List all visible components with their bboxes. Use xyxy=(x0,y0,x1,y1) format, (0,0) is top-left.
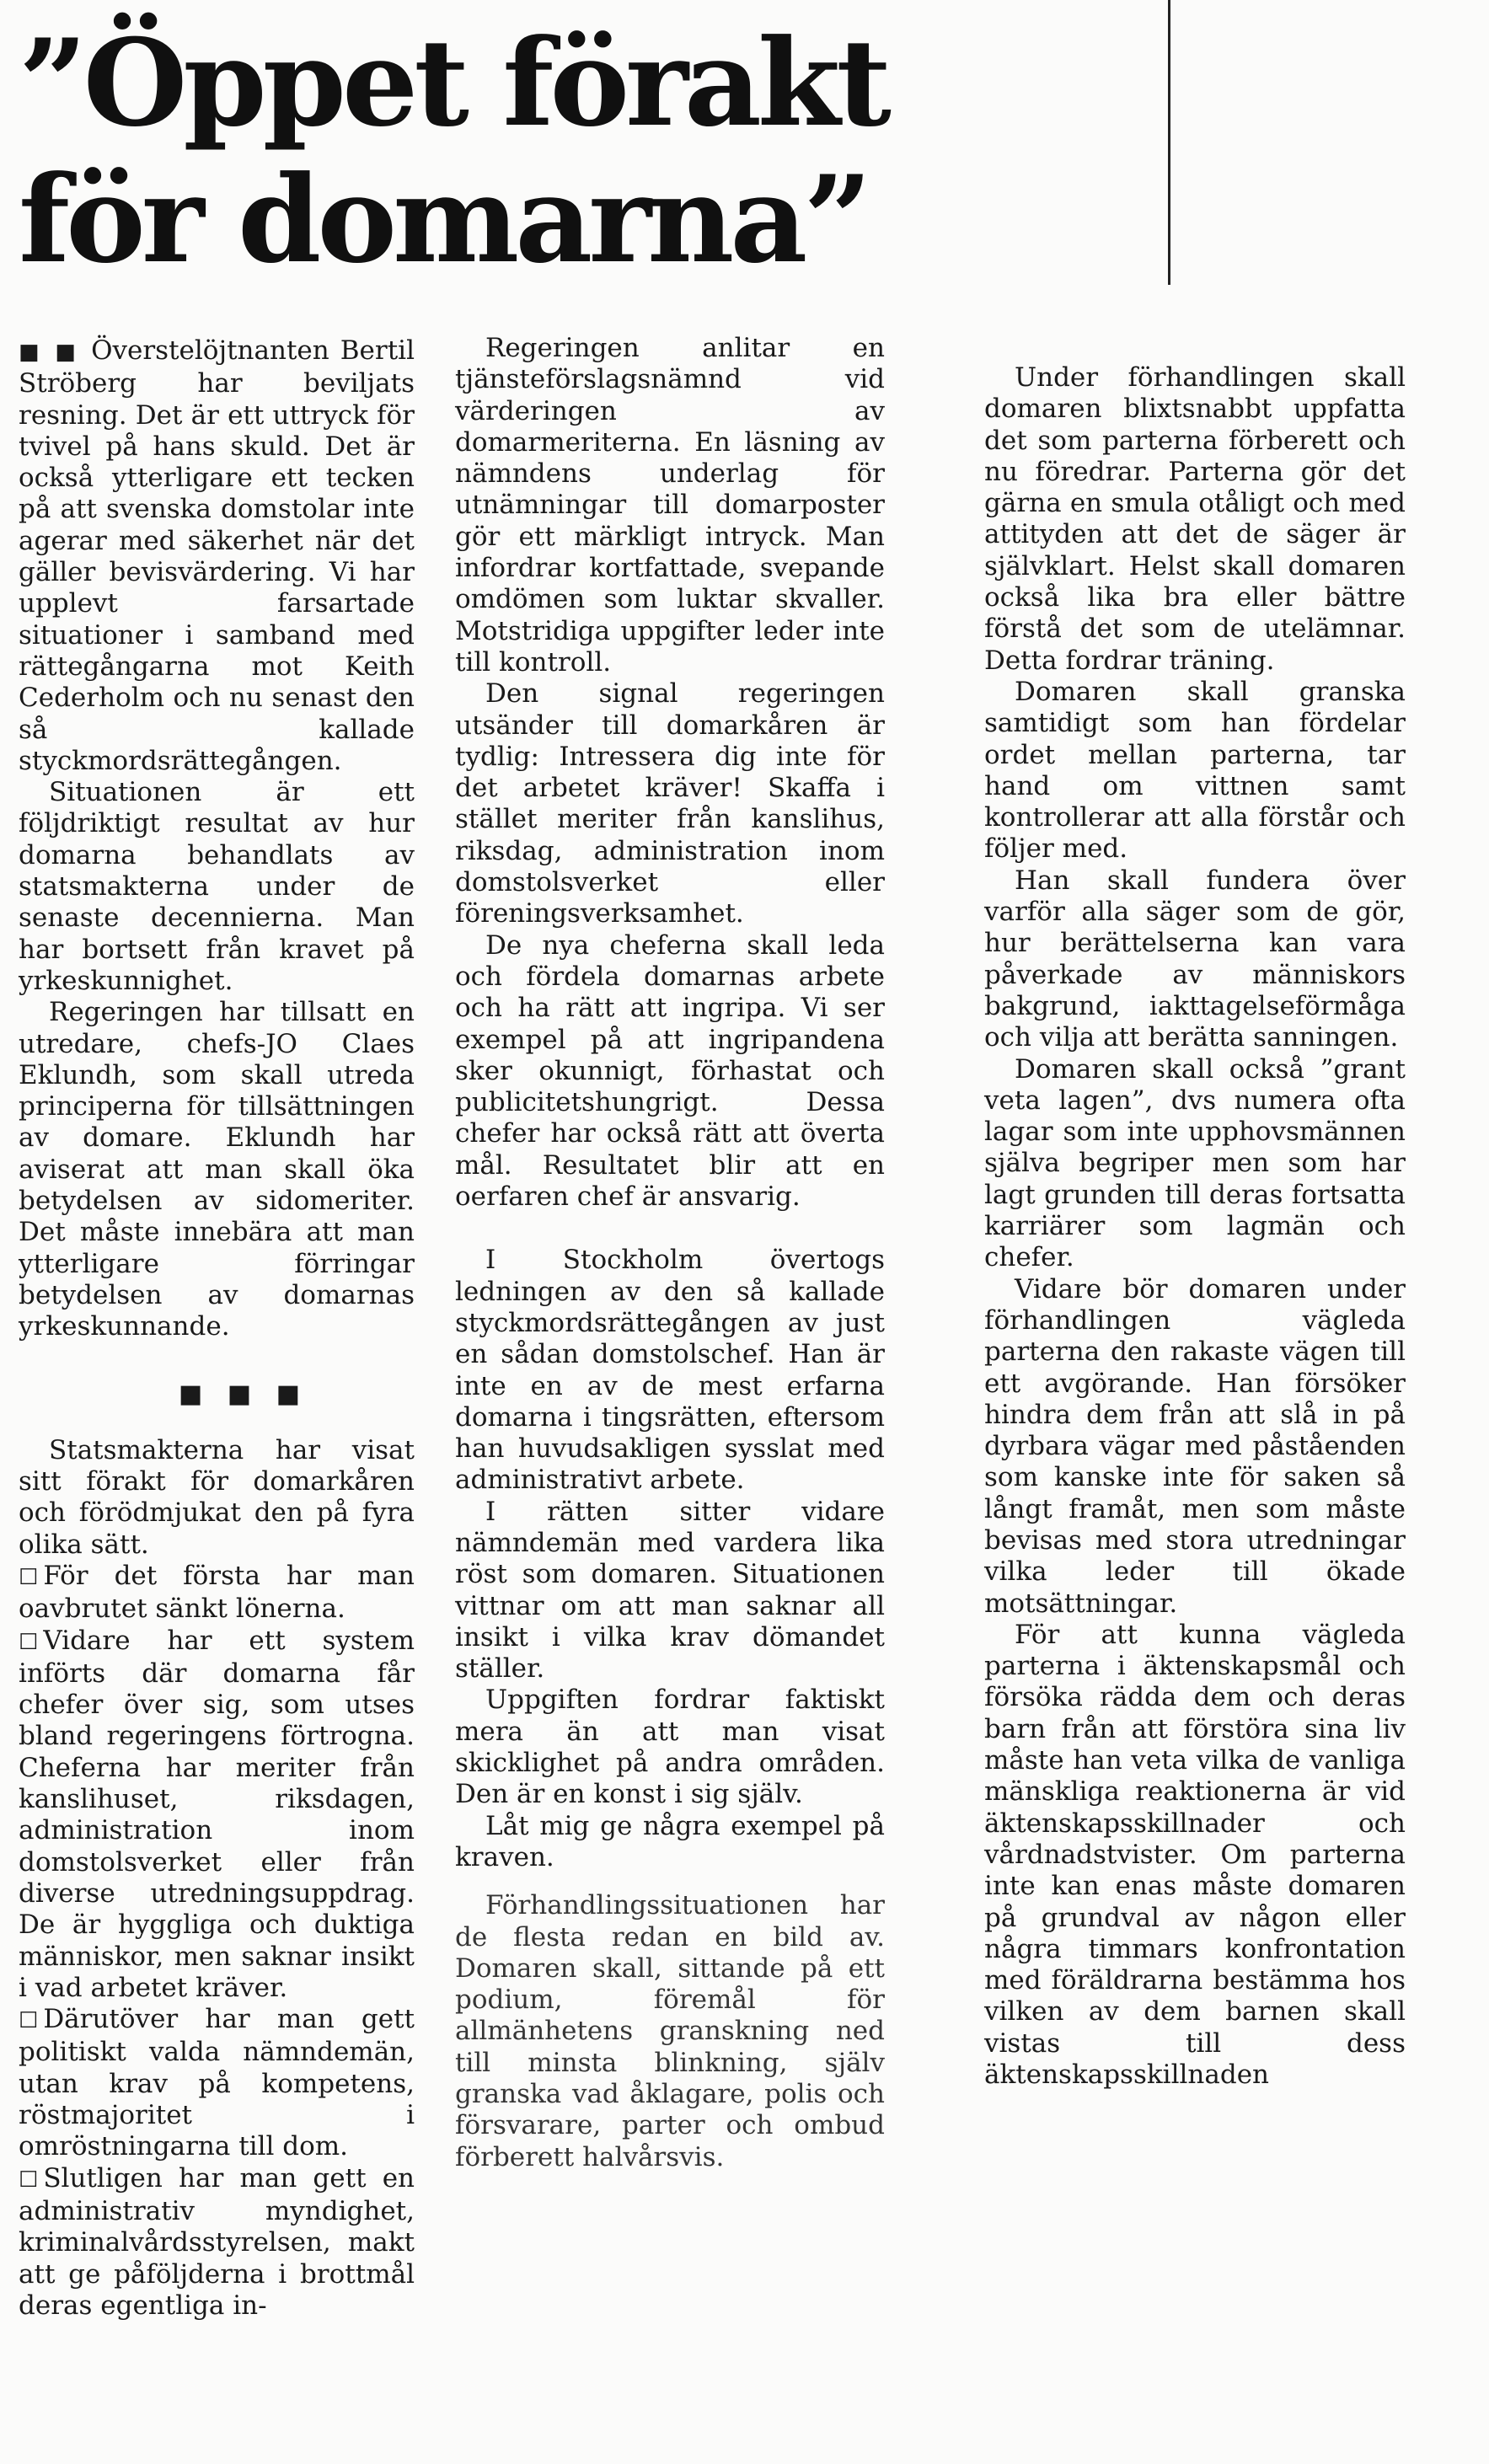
list-item xyxy=(19,1626,415,2005)
checkbox-bullet-icon: ☐ xyxy=(19,1629,39,1655)
paragraph: För att kunna vägleda parterna i äktenskapsmål och försöka rädda dem och deras barn från att förstöra sina liv måste han veta vilka de vanliga mänskliga reaktionerna är vid äktenskapsskillnader och vårdnadstvister. Om parterna inte kan enas måste domaren på grundval av någon eller några timmars konfrontation med föräldrarna bestämma hos vilken av dem barnen skall vistas till dess äktenskapsskillnaden xyxy=(984,1619,1406,2091)
paragraph: Låt mig ge några exempel på kraven. xyxy=(455,1810,885,1872)
checkbox-bullet-icon: ☐ xyxy=(19,2167,39,2193)
section-gap xyxy=(455,1873,885,1890)
list-item-text: Därutöver har man gett politiskt valda nämndemän, utan krav på kompetens, röstmajoritet i omröstningarna till dom. xyxy=(19,2004,415,2162)
paragraph: Vidare bör domaren under förhandlingen vägleda parterna den rakaste vägen till ett avgörande. Han försöker hindra dem från att slå in på dyrbara vägar med påståenden som kanske inte för saken så långt framåt, men som måste bevisas med stora utredningar vilka leder till ökade motsättningar. xyxy=(984,1273,1406,1619)
article-column-1 xyxy=(19,335,415,2322)
paragraph: Regeringen anlitar en tjänsteförslagsnämnd vid värderingen av domarmeriterna. En läsning av nämndens underlag för utnämningar till domarposter gör ett märkligt intryck. Man infordrar kortfattade, svepande omdömen som luktar skvaller. Motstridiga uppgifter leder inte till kontroll. xyxy=(455,333,885,678)
paragraph: Statsmakterna har visat sitt förakt för domarkåren och förödmjukat den på fyra olika sätt. xyxy=(19,1434,415,1560)
headline-line-2: för domarna” xyxy=(19,150,869,290)
headline-line-1: ”Öppet förakt xyxy=(19,13,887,153)
paragraph: Han skall fundera över varför alla säger som de gör, hur berättelserna kan vara påverkade av människors bakgrund, iakttagelseförmåga och vilja att berätta sanningen. xyxy=(984,865,1406,1053)
list-item xyxy=(19,1561,415,1626)
paragraph: Förhandlingssituationen har de flesta redan en bild av. Domaren skall, sittande på ett podium, föremål för allmänhetens granskning ned till minsta blinkning, själv granska vad åklagare, polis och försvarare, parter och ombud förberett halvårsvis. xyxy=(455,1890,885,2172)
paragraph: Regeringen har tillsatt en utredare, chefs-JO Claes Eklundh, som skall utreda principerna för tillsättningen av domare. Eklundh har aviserat att man skall öka betydelsen av sidomeriter. Det måste innebära att man ytterligare förringar betydelsen av domarnas yrkeskunnande. xyxy=(19,997,415,1342)
checkbox-bullet-icon: ☐ xyxy=(19,1564,39,1590)
headline xyxy=(19,15,1156,288)
list-item xyxy=(19,2163,415,2322)
paragraph: Överstelöjtnanten Bertil Ströberg har beviljats resning. Det är ett uttryck för tvivel på hans skuld. Det är också ytterligare ett tecken på att svenska domstolar inte agerar med säkerhet när det gäller bevisvärdering. Vi har upplevt farsartade situationer i samband med rättegångarna mot Keith Cederholm och nu senast den så kallade styckmordsrättegången. xyxy=(19,335,415,776)
paragraph: Den signal regeringen utsänder till domarkåren är tydlig: Intressera dig inte för det arbetet kräver! Skaffa i stället meriter från kanslihus, riksdag, administration inom domstolsverket eller föreningsverksamhet. xyxy=(455,678,885,929)
checkbox-bullet-icon: ☐ xyxy=(19,2008,39,2034)
paragraph: I rätten sitter vidare nämndemän med vardera lika röst som domaren. Situationen vittnar om att man saknar all insikt i vilka krav dömandet ställer. xyxy=(455,1496,885,1685)
paragraph: Domaren skall granska samtidigt som han fördelar ordet mellan parterna, tar hand om vittnen samt kontrollerar att alla förstår och följer med. xyxy=(984,676,1406,865)
column-rule xyxy=(1168,0,1170,285)
lead-paragraph xyxy=(19,335,415,777)
paragraph: De nya cheferna skall leda och fördela domarnas arbete och ha rätt att ingripa. Vi ser exempel på att ingripandena sker okunnigt, förhastat och publicitetshungrigt. Dessa chefer har också rätt att överta mål. Resultatet blir att en oerfaren chef är ansvarig. xyxy=(455,929,885,1213)
list-item xyxy=(19,2004,415,2162)
list-item-text: Slutligen har man gett en administrativ myndighet, kriminalvårdsstyrelsen, makt att ge påföljderna i brottmål deras egentliga in- xyxy=(19,2162,415,2321)
article-column-2 xyxy=(455,333,885,2173)
section-separator: ■ ■ ■ xyxy=(179,1379,309,1409)
paragraph: Uppgiften fordrar faktiskt mera än att man visat skicklighet på andra områden. Den är en konst i sig själv. xyxy=(455,1685,885,1810)
lead-marks: ■ ■ xyxy=(19,340,81,365)
paragraph: Under förhandlingen skall domaren blixtsnabbt uppfatta det som parterna förberett och nu föredrar. Parterna gör det gärna en smula otåligt och med attityden att det de säger är självklart. Helst skall domaren också lika bra eller bättre förstå det som de utelämnar. Detta fordrar träning. xyxy=(984,362,1406,676)
list-item-text: Vidare har ett system införts där domarna får chefer över sig, som utses bland regeringens förtrogna. Cheferna har meriter från kanslihuset, riksdagen, administration inom domstolsverket eller från diverse utredningsuppdrag. De är hyggliga och duktiga människor, men saknar insikt i vad arbetet kräver. xyxy=(19,1625,415,2003)
section-gap xyxy=(455,1213,885,1245)
paragraph: I Stockholm övertogs ledningen av den så kallade styckmordsrättegången av just en sådan domstolschef. Han är inte en av de mest erfarna domarna i tingsrätten, eftersom han huvudsakligen sysslat med administrativt arbete. xyxy=(455,1245,885,1496)
paragraph: Domaren skall också ”grant veta lagen”, dvs numera ofta lagar som inte upphovsmännen själva begriper men som har lagt grunden till deras fortsatta karriärer som lagmän och chefer. xyxy=(984,1053,1406,1273)
article-column-3 xyxy=(984,362,1406,2091)
list-item-text: För det första har man oavbrutet sänkt lönerna. xyxy=(19,1560,415,1625)
paragraph: Situationen är ett följdriktigt resultat av hur domarna behandlats av statsmakterna under de senaste decennierna. Man har bortsett från kravet på yrkeskunnighet. xyxy=(19,777,415,996)
